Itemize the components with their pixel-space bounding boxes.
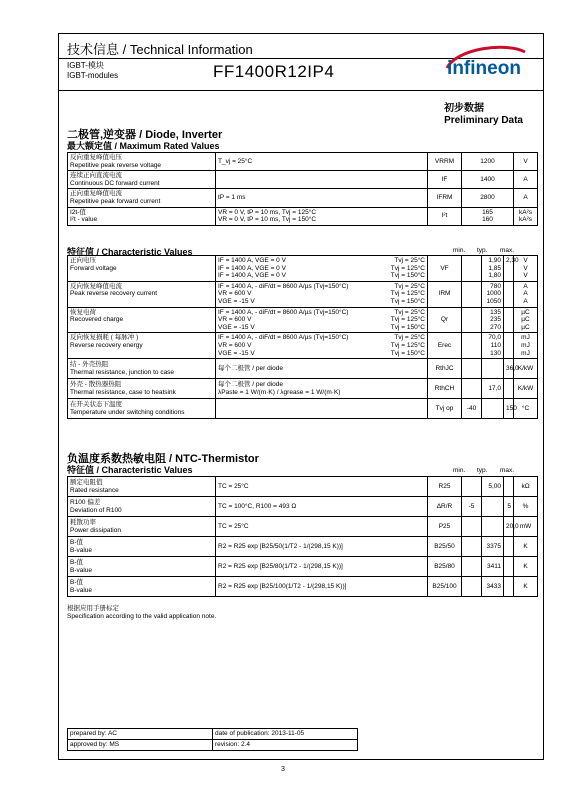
conditions [216, 333, 428, 359]
conditions [216, 171, 428, 189]
symbol: R25 [428, 477, 462, 497]
param-line-0: 在开关状态下温度 [70, 401, 122, 409]
cond-line [218, 290, 425, 298]
param-name [68, 557, 216, 577]
min-value [462, 379, 482, 399]
param-name [68, 477, 216, 497]
min-value [462, 517, 482, 537]
cond-line [218, 298, 425, 306]
cond-line [218, 316, 425, 324]
max-rated-row [68, 207, 538, 225]
ntc-row [68, 557, 538, 577]
thermal-row [68, 359, 538, 379]
typ-line-0: 70,0 [488, 334, 501, 342]
unit [514, 207, 538, 225]
param-line-1: B-value [70, 546, 93, 554]
unit [514, 307, 538, 333]
conditions: R2 = R25 exp [B25/80(1/T2 - 1/(298,15 K))] [216, 557, 428, 577]
min-value [462, 537, 482, 557]
param-name [68, 359, 216, 379]
max-value: 36,0 [504, 359, 514, 379]
unit: V [514, 153, 538, 171]
max-line-1 [506, 290, 511, 298]
typ-line-2: 130 [490, 349, 501, 357]
param-line-1: Repetitive peak reverse voltage [70, 161, 162, 169]
unit: K/kW [514, 359, 538, 379]
symbol: VRRM [428, 153, 462, 171]
ntc-table [67, 476, 538, 597]
param-line-0: 结 - 外壳热阻 [70, 361, 109, 369]
cond-line-1: λPaste = 1 W/(m·K) / λgrease = 1 W/(m·K) [218, 388, 341, 396]
value [462, 207, 514, 225]
conditions: TC = 25°C [216, 517, 428, 537]
cond-line [218, 324, 425, 332]
typ-value [482, 497, 504, 517]
symbol: Tvj op [428, 399, 462, 419]
unit [514, 281, 538, 307]
typ-value: 5,00 [482, 477, 504, 497]
max-rated-row [68, 153, 538, 171]
col-min-header: min. [453, 247, 466, 254]
param-line-0: 反向重复峰值电压 [70, 154, 122, 161]
cond-temp: Tvj = 150°C [390, 272, 425, 280]
cond-temp: Tvj = 25°C [394, 308, 425, 316]
param-line-0: 外壳 - 散热器热阻 [70, 381, 122, 389]
max-line-1 [506, 342, 511, 350]
logo-text: infineon [447, 58, 521, 79]
unit: A [514, 171, 538, 189]
cond-temp: Tvj = 125°C [390, 316, 425, 324]
unit: K [514, 537, 538, 557]
typ-value: 3433 [482, 577, 504, 597]
typ-line-2: 1,80 [488, 272, 501, 280]
param-name [68, 307, 216, 333]
value: 1200 [462, 153, 514, 171]
symbol: VF [428, 256, 462, 282]
symbol: IFRM [428, 189, 462, 207]
unit-line-2: A [523, 297, 528, 305]
typ-line-0: 1,90 [488, 257, 501, 264]
revision: revision: 2.4 [213, 740, 358, 751]
page-title: 技术信息 / Technical Information [67, 42, 253, 57]
max-rated-row [68, 171, 538, 189]
header-bottom-divider [59, 90, 543, 91]
symbol: IF [428, 171, 462, 189]
param-name [68, 517, 216, 537]
cond-temp: Tvj = 125°C [390, 264, 425, 272]
max-line-2 [506, 272, 511, 280]
part-number: FF1400R12IP4 [213, 62, 335, 81]
unit: K/kW [514, 379, 538, 399]
max-line-0: 2,30 [506, 257, 519, 264]
unit: kΩ [514, 477, 538, 497]
min-value [462, 359, 482, 379]
max-value [504, 577, 514, 597]
preliminary-label: 初步数据 Preliminary Data [444, 103, 523, 126]
col-typ-header: typ. [477, 247, 488, 254]
param-line-1: Rated resistance [70, 486, 119, 494]
conditions: TC = 100°C, R100 = 493 Ω [216, 497, 428, 517]
col-max-header: max. [500, 247, 515, 254]
typ-line-0: 780 [490, 282, 501, 290]
typ-line-1: 235 [490, 316, 501, 324]
param-line-1: B-value [70, 586, 93, 594]
symbol: RthJC [428, 359, 462, 379]
param-line-0: 正向电压 [70, 257, 96, 264]
ntc-row [68, 577, 538, 597]
unit: % [514, 497, 538, 517]
param-name [68, 537, 216, 557]
param-line-0: 恢复电荷 [70, 308, 96, 316]
cond-text: VR = 600 V [218, 341, 252, 349]
cond-text: VGE = -15 V [218, 323, 255, 331]
approved-by: approved by: MS [68, 740, 213, 751]
char-values-table [67, 255, 538, 419]
max-value [504, 307, 514, 333]
conditions [216, 307, 428, 333]
cond-line-0: VR = 0 V, tP = 10 ms, Tvj = 125°C [218, 208, 317, 216]
param-line-0: I2t-值 [70, 208, 86, 216]
value: 2800 [462, 189, 514, 207]
module-type-en: IGBT-modules [67, 71, 119, 80]
unit-line-1: µC [521, 316, 530, 324]
unit-line-1: kA²s [519, 216, 532, 224]
min-value [462, 256, 482, 282]
conditions: R2 = R25 exp [B25/50(1/T2 - 1/(298,15 K))] [216, 537, 428, 557]
max-line-2 [506, 350, 511, 358]
cond-text: VGE = -15 V [218, 297, 255, 305]
min-value [462, 333, 482, 359]
max-line-2 [506, 298, 511, 306]
param-line-0: B-值 [70, 538, 83, 546]
symbol: Erec [428, 333, 462, 359]
conditions [216, 359, 428, 379]
param-name [68, 153, 216, 171]
cond-text: IF = 1400 A, VGE = 0 V [218, 264, 286, 272]
max-value [504, 557, 514, 577]
min-value: -5 [462, 497, 482, 517]
thermal-row [68, 399, 538, 419]
param-line-1: Forward voltage [70, 264, 117, 272]
max-line-0 [506, 309, 511, 317]
param-line-1: Thermal resistance, case to heatsink [70, 388, 176, 396]
ntc-row [68, 517, 538, 537]
cond-text: IF = 1400 A, VGE = 0 V [218, 257, 286, 264]
unit-line-0: kA²s [519, 208, 532, 216]
param-name [68, 399, 216, 419]
max-rated-table [67, 152, 538, 226]
param-line-1: Repetitive peak forward current [70, 197, 161, 205]
cond-line-0: 每个二极管 / per diode [218, 381, 284, 389]
cond-temp: Tvj = 25°C [394, 257, 425, 264]
cond-line [218, 272, 425, 280]
conditions [216, 281, 428, 307]
infineon-logo [437, 44, 532, 86]
unit-line-1: A [523, 290, 528, 298]
param-line-1: B-value [70, 566, 93, 574]
param-name [68, 171, 216, 189]
param-name [68, 207, 216, 225]
page-frame [58, 33, 544, 760]
diode-section-title: 二极管,逆变器 / Diode, Inverter 最大额定值 / Maximum Rated Values [67, 129, 223, 151]
unit-line-2: V [523, 272, 528, 280]
value: 1400 [462, 171, 514, 189]
param-line-0: 反向恢复峰值电流 [70, 282, 122, 290]
conditions: TC = 25°C [216, 477, 428, 497]
symbol: I²t [428, 207, 462, 225]
footer-table [67, 728, 358, 751]
unit [514, 333, 538, 359]
min-value [462, 577, 482, 597]
max-value: 5 [504, 497, 514, 517]
max-value [504, 537, 514, 557]
conditions [216, 399, 428, 419]
typ-line-1: 1,85 [488, 264, 501, 272]
unit-line-0: µC [521, 308, 530, 316]
cond-temp: Tvj = 150°C [390, 297, 425, 305]
unit-line-2: µC [521, 323, 530, 331]
param-name [68, 189, 216, 207]
symbol: Qr [428, 307, 462, 333]
min-value [462, 477, 482, 497]
min-value [462, 307, 482, 333]
char-row [68, 307, 538, 333]
param-line-0: B-值 [70, 558, 83, 566]
typ-value: 3375 [482, 537, 504, 557]
unit-line-0: A [523, 282, 528, 290]
application-note: 根据应用手册标定 Specification according to the valid application note. [67, 605, 217, 620]
param-name [68, 497, 216, 517]
conditions: T_vj = 25°C [216, 153, 428, 171]
typ-value: 3411 [482, 557, 504, 577]
cond-temp: Tvj = 150°C [390, 323, 425, 331]
max-value [504, 477, 514, 497]
char-values-title: 特征值 / Characteristic Values [67, 247, 193, 257]
param-line-1: Power dissipation [70, 526, 121, 534]
param-line-0: 耗散功率 [70, 518, 96, 526]
publication-date: date of publication: 2013-11-05 [213, 729, 358, 740]
max-rated-row [68, 189, 538, 207]
ntc-row [68, 537, 538, 557]
param-line-1: Temperature under switching conditions [70, 408, 185, 416]
param-name [68, 379, 216, 399]
param-line-0: 连续正向直流电流 [70, 172, 122, 180]
cond-line [218, 257, 425, 265]
prepared-by: prepared by: AC [68, 729, 213, 740]
ntc-row [68, 477, 538, 497]
param-name [68, 577, 216, 597]
max-value [504, 333, 514, 359]
param-line-1: Thermal resistance, junction to case [70, 368, 175, 376]
cond-line [218, 342, 425, 350]
param-line-1: Recovered charge [70, 316, 124, 324]
typ-line-2: 270 [490, 323, 501, 331]
ntc-section-title: 负温度系数热敏电阻 / NTC-Thermistor 特征值 / Characteristic Values [67, 453, 259, 475]
thermal-row [68, 379, 538, 399]
symbol: B25/100 [428, 577, 462, 597]
min-value: -40 [462, 399, 482, 419]
cond-temp: Tvj = 25°C [394, 282, 425, 290]
min-value [462, 281, 482, 307]
param-line-1: I²t - value [70, 216, 98, 224]
cond-text: IF = 1400 A, - diF/dt = 8600 A/µs (Tvj=150°C) [218, 334, 349, 342]
cond-text: IF = 1400 A, - diF/dt = 8600 A/µs (Tvj=150°C) [218, 282, 349, 290]
symbol: RthCH [428, 379, 462, 399]
cond-temp: Tvj = 25°C [394, 334, 425, 342]
param-name [68, 281, 216, 307]
unit: K [514, 577, 538, 597]
conditions [216, 256, 428, 282]
unit-line-1: V [523, 264, 528, 272]
cond-text: VGE = -15 V [218, 349, 255, 357]
param-line-1: Continuous DC forward current [70, 179, 160, 187]
min-value [462, 557, 482, 577]
max-line-2 [506, 324, 511, 332]
max-line-1 [506, 265, 511, 273]
unit-line-1: mJ [521, 341, 530, 349]
typ-value: 17,0 [482, 379, 504, 399]
typ-line-1: 110 [490, 341, 501, 349]
typ-value [482, 256, 504, 282]
max-value [504, 379, 514, 399]
conditions: R2 = R25 exp [B25/100(1/T2 - 1/(298,15 K))] [216, 577, 428, 597]
param-line-1: Reverse recovery energy [70, 341, 143, 349]
conditions [216, 379, 428, 399]
unit-line-0: V [523, 257, 528, 264]
max-line-0 [506, 283, 511, 291]
symbol: ΔR/R [428, 497, 462, 517]
param-line-0: B-值 [70, 578, 83, 586]
typ-value [482, 333, 504, 359]
param-line-0: 正向重复峰值电流 [70, 190, 122, 198]
cond-text: VR = 600 V [218, 316, 252, 324]
val-line-0: 165 [482, 208, 493, 216]
cond-text: IF = 1400 A, VGE = 0 V [218, 272, 286, 280]
cond-temp: Tvj = 125°C [390, 341, 425, 349]
typ-value [482, 307, 504, 333]
page-number: 3 [281, 766, 285, 773]
symbol: P25 [428, 517, 462, 537]
module-type-cn: IGBT-模块 [67, 61, 104, 70]
conditions: tP = 1 ms [216, 189, 428, 207]
symbol: IRM [428, 281, 462, 307]
ntc-row [68, 497, 538, 517]
max-line-0 [506, 334, 511, 342]
char-row [68, 281, 538, 307]
typ-value [482, 399, 504, 419]
typ-value [482, 281, 504, 307]
ntc-col-typ-header: typ. [477, 467, 488, 474]
ntc-col-max-header: max. [500, 467, 515, 474]
cond-temp: Tvj = 125°C [390, 290, 425, 298]
symbol: B25/50 [428, 537, 462, 557]
conditions [216, 207, 428, 225]
param-line-1: Peak reverse recovery current [70, 290, 158, 298]
char-row [68, 256, 538, 282]
param-line-0: R100 偏差 [70, 498, 101, 506]
max-value [504, 281, 514, 307]
unit-line-0: mJ [521, 334, 530, 342]
unit: A [514, 189, 538, 207]
cond-temp: Tvj = 150°C [390, 349, 425, 357]
typ-line-1: 1000 [486, 290, 501, 298]
unit-line-2: mJ [521, 349, 530, 357]
char-row [68, 333, 538, 359]
val-line-1: 160 [482, 216, 493, 224]
unit: K [514, 557, 538, 577]
param-line-1: Deviation of R100 [70, 506, 122, 514]
max-line-1 [506, 316, 511, 324]
symbol: B25/80 [428, 557, 462, 577]
typ-value [482, 517, 504, 537]
param-name [68, 333, 216, 359]
max-value [504, 256, 519, 282]
ntc-col-min-header: min. [453, 467, 466, 474]
unit: °C [514, 399, 538, 419]
cond-text: IF = 1400 A, - diF/dt = 8600 A/µs (Tvj=150°C) [218, 308, 349, 316]
param-line-0: 反向恢复损耗 ( 每脉冲 ) [70, 334, 139, 342]
typ-line-0: 135 [490, 308, 501, 316]
cond-line [218, 334, 425, 342]
cond-line-1: VR = 0 V, tP = 10 ms, Tvj = 150°C [218, 216, 317, 224]
cond-line [218, 350, 425, 358]
typ-line-2: 1050 [486, 297, 501, 305]
param-name [68, 256, 216, 282]
max-value: 150 [504, 399, 514, 419]
typ-value [482, 359, 504, 379]
max-value: 20,0 [504, 517, 514, 537]
cond-text: VR = 600 V [218, 290, 252, 298]
unit: mW [514, 517, 538, 537]
param-line-0: 额定电阻值 [70, 478, 103, 486]
cond-line-0: 每个二极管 / per diode [218, 364, 284, 372]
